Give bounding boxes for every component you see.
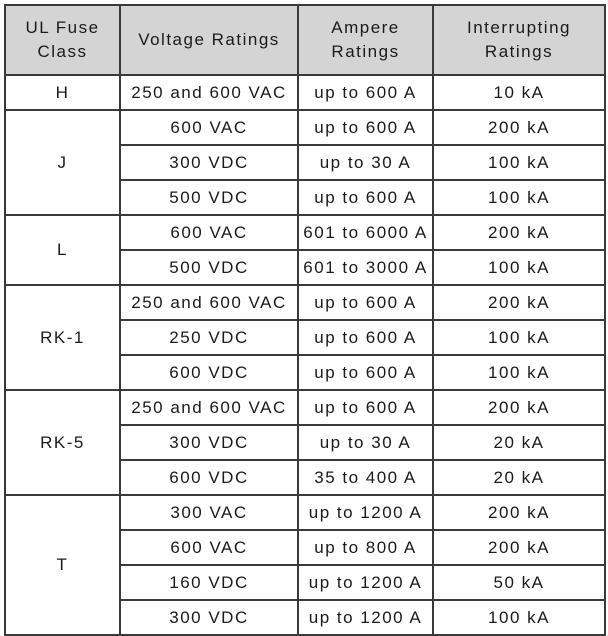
interrupting-rating-cell: 20 kA (433, 425, 605, 460)
table-body (5, 75, 605, 635)
fuse-class-cell: RK-5 (5, 390, 120, 495)
interrupting-rating-cell: 100 kA (433, 355, 605, 390)
voltage-rating-cell: 300 VDC (120, 425, 298, 460)
interrupting-rating-cell: 100 kA (433, 180, 605, 215)
ampere-rating-cell: up to 600 A (298, 110, 433, 145)
voltage-rating-cell: 250 and 600 VAC (120, 390, 298, 425)
voltage-rating-cell: 250 and 600 VAC (120, 285, 298, 320)
ampere-rating-cell: up to 1200 A (298, 565, 433, 600)
ampere-rating-cell: up to 600 A (298, 75, 433, 110)
interrupting-rating-cell: 200 kA (433, 530, 605, 565)
interrupting-rating-cell: 100 kA (433, 320, 605, 355)
voltage-rating-cell: 300 VDC (120, 145, 298, 180)
fuse-class-cell: L (5, 215, 120, 285)
voltage-rating-cell: 250 VDC (120, 320, 298, 355)
voltage-rating-cell: 500 VDC (120, 250, 298, 285)
ampere-rating-cell: up to 600 A (298, 355, 433, 390)
header-fuse-class: UL Fuse Class (5, 5, 120, 75)
fuse-class-cell: J (5, 110, 120, 215)
interrupting-rating-cell: 200 kA (433, 495, 605, 530)
interrupting-rating-cell: 100 kA (433, 600, 605, 635)
table-row (5, 495, 605, 530)
header-ampere-ratings: Ampere Ratings (298, 5, 433, 75)
table-header (5, 5, 605, 75)
ampere-rating-cell: up to 1200 A (298, 600, 433, 635)
voltage-rating-cell: 500 VDC (120, 180, 298, 215)
interrupting-rating-cell: 50 kA (433, 565, 605, 600)
voltage-rating-cell: 250 and 600 VAC (120, 75, 298, 110)
voltage-rating-cell: 600 VAC (120, 530, 298, 565)
ampere-rating-cell: up to 30 A (298, 425, 433, 460)
header-row (5, 5, 605, 75)
table-row (5, 390, 605, 425)
interrupting-rating-cell: 100 kA (433, 250, 605, 285)
voltage-rating-cell: 160 VDC (120, 565, 298, 600)
ampere-rating-cell: 601 to 3000 A (298, 250, 433, 285)
voltage-rating-cell: 600 VDC (120, 460, 298, 495)
ampere-rating-cell: 35 to 400 A (298, 460, 433, 495)
table-row (5, 110, 605, 145)
voltage-rating-cell: 600 VDC (120, 355, 298, 390)
ampere-rating-cell: up to 600 A (298, 390, 433, 425)
voltage-rating-cell: 600 VAC (120, 215, 298, 250)
ampere-rating-cell: up to 800 A (298, 530, 433, 565)
interrupting-rating-cell: 200 kA (433, 390, 605, 425)
voltage-rating-cell: 300 VDC (120, 600, 298, 635)
interrupting-rating-cell: 100 kA (433, 145, 605, 180)
ampere-rating-cell: 601 to 6000 A (298, 215, 433, 250)
voltage-rating-cell: 600 VAC (120, 110, 298, 145)
fuse-class-cell: RK-1 (5, 285, 120, 390)
interrupting-rating-cell: 20 kA (433, 460, 605, 495)
ampere-rating-cell: up to 30 A (298, 145, 433, 180)
table-row (5, 285, 605, 320)
ampere-rating-cell: up to 1200 A (298, 495, 433, 530)
header-interrupting-ratings: Interrupting Ratings (433, 5, 605, 75)
fuse-class-cell: T (5, 495, 120, 635)
table-row (5, 215, 605, 250)
interrupting-rating-cell: 10 kA (433, 75, 605, 110)
ampere-rating-cell: up to 600 A (298, 285, 433, 320)
ampere-rating-cell: up to 600 A (298, 180, 433, 215)
fuse-ratings-table (4, 4, 606, 636)
interrupting-rating-cell: 200 kA (433, 110, 605, 145)
voltage-rating-cell: 300 VAC (120, 495, 298, 530)
ampere-rating-cell: up to 600 A (298, 320, 433, 355)
fuse-class-cell: H (5, 75, 120, 110)
interrupting-rating-cell: 200 kA (433, 215, 605, 250)
interrupting-rating-cell: 200 kA (433, 285, 605, 320)
header-voltage-ratings: Voltage Ratings (120, 5, 298, 75)
table-row (5, 75, 605, 110)
